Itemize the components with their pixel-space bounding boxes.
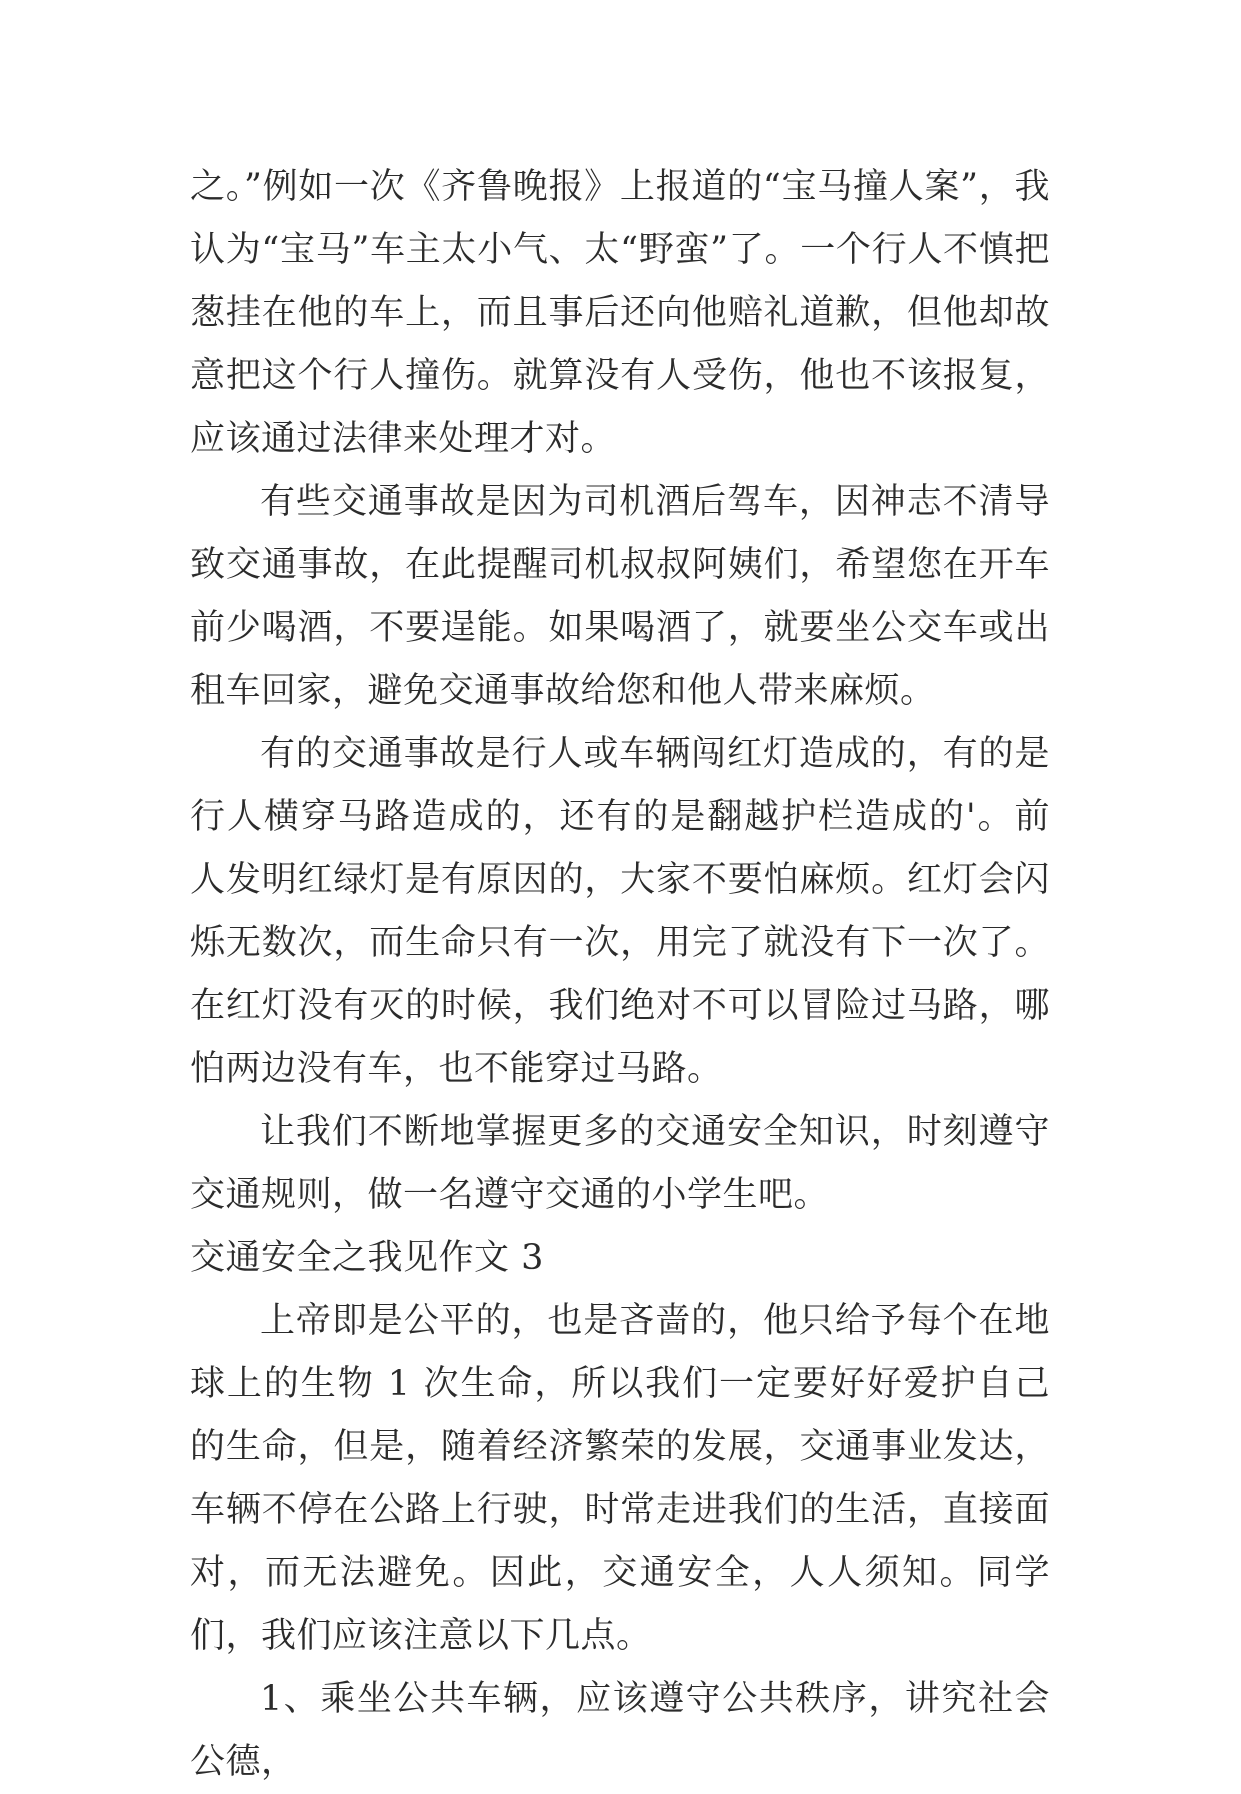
paragraph-intro: 上帝即是公平的，也是吝啬的，他只给予每个在地球上的生物 1 次生命，所以我们一定要好好爱护自己的生命，但是，随着经济繁荣的发展，交通事业发达，车辆不停在公路上行驶，时常走进我们的生活，直接面对，而无法避免。因此，交通安全，人人须知。同学们，我们应该注意以下几点。 <box>190 1301 1050 1656</box>
document-body <box>190 156 1050 1794</box>
paragraph-drunk-driving: 有些交通事故是因为司机酒后驾车，因神志不清导致交通事故，在此提醒司机叔叔阿姨们，希望您在开车前少喝酒，不要逞能。如果喝酒了，就要坐公交车或出租车回家，避免交通事故给您和他人带来麻烦。 <box>190 482 1050 711</box>
section-title: 交通安全之我见作文 3 <box>190 1238 544 1278</box>
paragraph-point-1: 1、乘坐公共车辆，应该遵守公共秩序，讲究社会公德， <box>190 1679 1050 1782</box>
paragraph-continuation: 之。”例如一次《齐鲁晚报》上报道的“宝马撞人案”，我认为“宝马”车主太小气、太“野蛮”了。一个行人不慎把葱挂在他的车上，而且事后还向他赔礼道歉，但他却故意把这个行人撞伤。就算没有人受伤，他也不该报复，应该通过法律来处理才对。 <box>190 167 1050 459</box>
paragraph-red-light: 有的交通事故是行人或车辆闯红灯造成的，有的是行人横穿马路造成的，还有的是翻越护栏造成的'。前人发明红绿灯是有原因的，大家不要怕麻烦。红灯会闪烁无数次，而生命只有一次，用完了就没有下一次了。在红灯没有灭的时候，我们绝对不可以冒险过马路，哪怕两边没有车，也不能穿过马路。 <box>190 734 1050 1089</box>
paragraph-conclusion: 让我们不断地掌握更多的交通安全知识，时刻遵守交通规则，做一名遵守交通的小学生吧。 <box>190 1112 1050 1215</box>
